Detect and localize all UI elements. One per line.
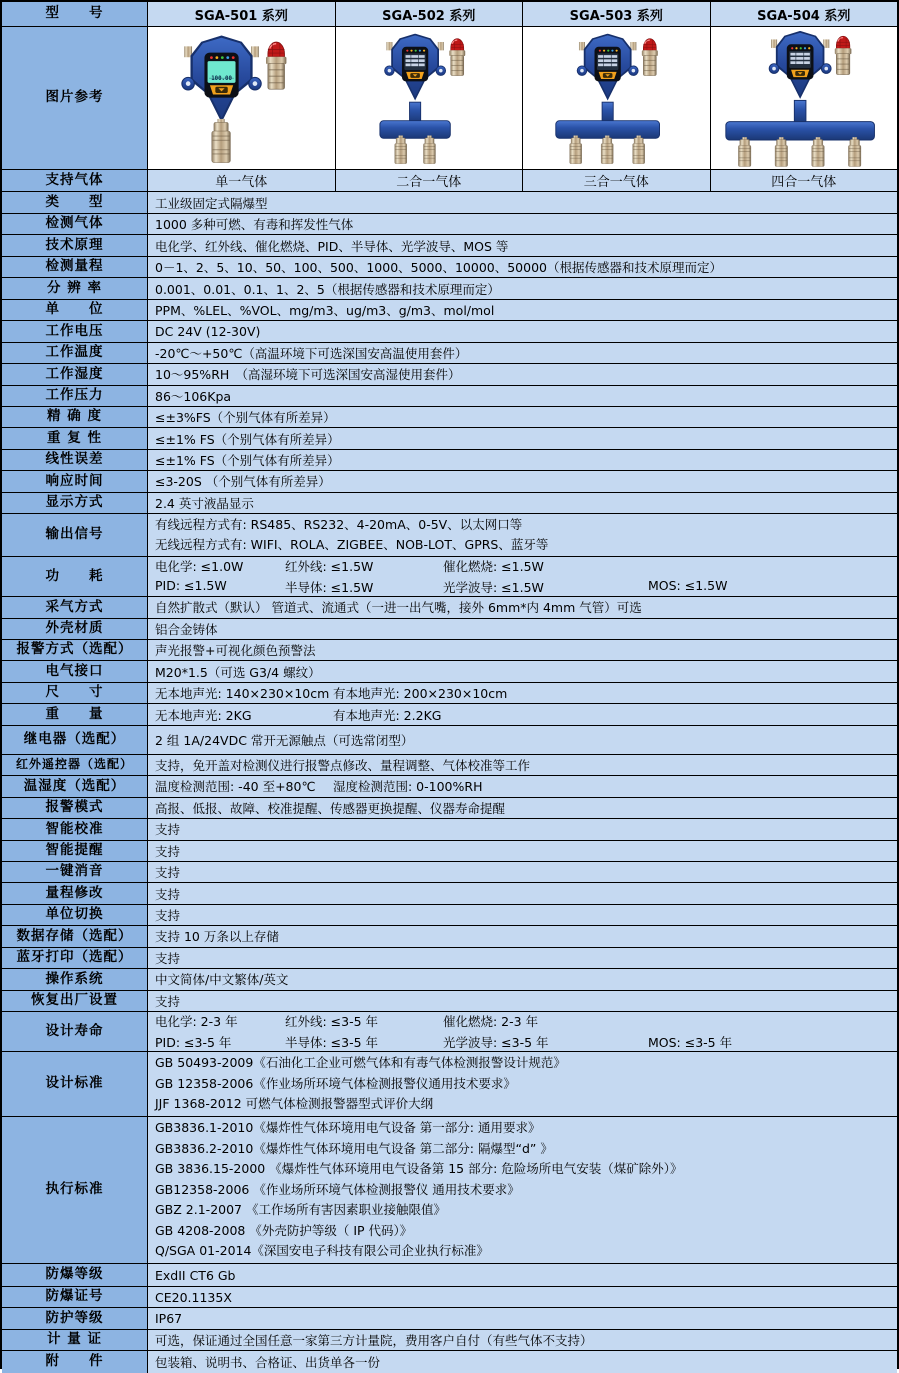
row-label: 执行标准	[2, 1117, 148, 1263]
header-label: 型 号	[2, 2, 148, 26]
row-label: 检测气体	[2, 214, 148, 234]
row-value: 电化学、红外线、催化燃烧、PID、半导体、光学波导、MOS 等	[148, 235, 897, 255]
spec-row-detect-gas	[2, 214, 897, 235]
spec-row-ip-rating	[2, 1308, 897, 1329]
row-value: 支持	[148, 905, 897, 925]
power-pid: PID: ≤1.5W	[155, 578, 227, 594]
spec-row-bt-print	[2, 948, 897, 969]
spec-row-ex-cert	[2, 1287, 897, 1308]
output-wired: 有线远程方式有: RS485、RS232、4-20mA、0-5V、以太网口等	[155, 516, 523, 532]
row-label: 单位切换	[2, 905, 148, 925]
life-catalytic: 催化燃烧: 2-3 年	[443, 1014, 539, 1029]
exec-std-4: GB12358-2006 《作业场所环境气体检测报警仪 通用技术要求》	[155, 1181, 520, 1197]
row-value: CE20.1135X	[148, 1287, 897, 1307]
spec-row-unit	[2, 300, 897, 321]
exec-std-1: GB3836.1-2010《爆炸性气体环境用电气设备 第一部分: 通用要求》	[155, 1120, 541, 1136]
spec-row-unit-switch	[2, 905, 897, 926]
spec-row-range-modify	[2, 883, 897, 904]
row-label: 蓝牙打印（选配）	[2, 948, 148, 968]
row-value: 中文简体/中文繁体/英文	[148, 969, 897, 989]
row-label: 设计标准	[2, 1052, 148, 1116]
model-header-sga501: SGA-501 系列	[148, 2, 336, 26]
spec-row-accuracy	[2, 407, 897, 428]
product-image-sga503	[528, 29, 704, 167]
gas-type-sga504: 四合一气体	[711, 170, 898, 191]
life-mos: MOS: ≤3-5 年	[648, 1035, 733, 1050]
temp-detect-range: 温度检测范围: -40 至+80℃	[155, 779, 316, 795]
spec-row-smart-remind	[2, 841, 897, 862]
size-no-sounder: 无本地声光: 140×230×10cm	[155, 686, 330, 702]
row-value: 0－1、2、5、10、50、100、500、1000、5000、10000、50000（根据传感器和技术原理而定）	[148, 257, 897, 277]
row-value: 支持 10 万条以上存储	[148, 926, 897, 946]
spec-row-storage	[2, 926, 897, 947]
spec-row-work-humidity	[2, 364, 897, 385]
product-image-cell-sga503	[523, 27, 711, 169]
row-label: 尺 寸	[2, 683, 148, 703]
life-infrared: 红外线: ≤3-5 年	[285, 1014, 379, 1029]
output-wireless: 无线远程方式有: WIFI、ROLA、ZIGBEE、NOB-LOT、GPRS、蓝牙等	[155, 537, 549, 553]
product-image-sga502	[341, 29, 517, 167]
row-label: 显示方式	[2, 493, 148, 513]
supported-gas-label: 支持气体	[2, 170, 148, 191]
row-value: 高报、低报、故障、校准提醒、传感器更换提醒、仪器寿命提醒	[148, 798, 897, 818]
spec-row-factory-reset	[2, 991, 897, 1012]
model-header-sga504: SGA-504 系列	[711, 2, 898, 26]
row-label: 采气方式	[2, 597, 148, 617]
power-infrared: 红外线: ≤1.5W	[285, 559, 374, 575]
spec-row-range	[2, 257, 897, 278]
spec-row-relay	[2, 726, 897, 755]
row-value: 铝合金铸体	[148, 619, 897, 639]
row-label: 单 位	[2, 300, 148, 320]
row-label: 计 量 证	[2, 1330, 148, 1350]
row-value: 支持	[148, 819, 897, 839]
spec-row-alarm-opt	[2, 640, 897, 661]
spec-row-voltage	[2, 321, 897, 342]
exec-std-3: GB 3836.15-2000 《爆炸性气体环境用电气设备第 15 部分: 危险场所电气安装（煤矿除外）》	[155, 1161, 683, 1177]
weight-with-sounder: 有本地声光: 2.2KG	[333, 707, 442, 723]
model-header-sga502: SGA-502 系列	[336, 2, 524, 26]
row-value: ExdII CT6 Gb	[148, 1264, 897, 1286]
spec-row-display	[2, 493, 897, 514]
spec-row-principle	[2, 235, 897, 256]
row-label: 温湿度（选配）	[2, 776, 148, 796]
row-value: 包装箱、说明书、合格证、出货单各一份	[148, 1351, 897, 1372]
spec-row-sampling	[2, 597, 897, 618]
exec-std-5: GBZ 2.1-2007 《工作场所有害因素职业接触限值》	[155, 1202, 446, 1218]
exec-std-6: GB 4208-2008 《外壳防护等级（ IP 代码）》	[155, 1222, 413, 1238]
product-image-sga504	[712, 29, 896, 167]
row-value: 工业级固定式隔爆型	[148, 192, 897, 213]
spec-row-lifespan	[2, 1012, 897, 1052]
row-label: 工作温度	[2, 343, 148, 363]
row-value: DC 24V (12-30V)	[148, 321, 897, 341]
product-image-cell-sga501	[148, 27, 336, 169]
life-electrochemical: 电化学: 2-3 年	[155, 1014, 238, 1029]
row-value: IP67	[148, 1308, 897, 1328]
row-value: ≤±1% FS（个别气体有所差异）	[148, 450, 897, 470]
row-label: 重 量	[2, 704, 148, 724]
model-header-sga503: SGA-503 系列	[523, 2, 711, 26]
spec-row-repeatability	[2, 428, 897, 449]
row-label: 附 件	[2, 1351, 148, 1372]
row-value: PPM、%LEL、%VOL、mg/m3、ug/m3、g/m3、mol/mol	[148, 300, 897, 320]
row-label: 操作系统	[2, 969, 148, 989]
spec-row-power	[2, 557, 897, 597]
row-value: 支持，免开盖对检测仪进行报警点修改、量程调整、气体校准等工作	[148, 755, 897, 775]
row-label: 防爆等级	[2, 1264, 148, 1286]
spec-row-alarm-modes	[2, 798, 897, 819]
spec-row-linearity	[2, 450, 897, 471]
row-value: 自然扩散式（默认） 管道式、流通式（一进一出气嘴，接外 6mm*内 4mm 气管）可选	[148, 597, 897, 617]
image-row-label: 图片参考	[2, 27, 148, 169]
row-label: 数据存储（选配）	[2, 926, 148, 946]
spec-row-pressure	[2, 386, 897, 407]
spec-row-type	[2, 192, 897, 214]
row-value: 0.001、0.01、0.1、1、2、5（根据传感器和技术原理而定）	[148, 278, 897, 298]
spec-row-elec-port	[2, 661, 897, 682]
row-label: 工作湿度	[2, 364, 148, 384]
row-label: 电气接口	[2, 661, 148, 681]
design-std-1: GB 50493-2009《石油化工企业可燃气体和有毒气体检测报警设计规范》	[155, 1055, 566, 1071]
row-label: 智能提醒	[2, 841, 148, 861]
humidity-detect-range: 湿度检测范围: 0-100%RH	[333, 779, 483, 795]
product-image-cell-sga502	[336, 27, 524, 169]
row-value: 2.4 英寸液晶显示	[148, 493, 897, 513]
header-row	[2, 2, 897, 27]
product-image-cell-sga504	[711, 27, 898, 169]
spec-row-work-temp	[2, 343, 897, 364]
row-label: 报警模式	[2, 798, 148, 818]
life-semiconductor: 半导体: ≤3-5 年	[285, 1035, 379, 1050]
row-label: 设计寿命	[2, 1012, 148, 1051]
power-electrochemical: 电化学: ≤1.0W	[155, 559, 244, 575]
row-label: 工作压力	[2, 386, 148, 406]
supported-gas-row	[2, 170, 897, 192]
exec-std-7: Q/SGA 01-2014《深国安电子科技有限公司企业执行标准》	[155, 1243, 489, 1259]
spec-row-os	[2, 969, 897, 990]
spec-row-one-key-mute	[2, 862, 897, 883]
gas-type-sga503: 三合一气体	[523, 170, 711, 191]
gas-type-sga502: 二合一气体	[336, 170, 524, 191]
life-pid: PID: ≤3-5 年	[155, 1035, 232, 1050]
design-std-2: GB 12358-2006《作业场所环境气体检测报警仪通用技术要求》	[155, 1075, 516, 1091]
row-value: 86～106Kpa	[148, 386, 897, 406]
row-label: 工作电压	[2, 321, 148, 341]
power-optical: 光学波导: ≤1.5W	[443, 580, 544, 596]
spec-row-design-std	[2, 1052, 897, 1117]
row-label: 量程修改	[2, 883, 148, 903]
spec-row-metering-cert	[2, 1330, 897, 1351]
life-optical: 光学波导: ≤3-5 年	[443, 1035, 549, 1050]
row-value: 支持	[148, 862, 897, 882]
spec-row-weight	[2, 704, 897, 725]
row-label: 一键消音	[2, 862, 148, 882]
row-value: 支持	[148, 883, 897, 903]
spec-row-output	[2, 514, 897, 557]
row-label: 恢复出厂设置	[2, 991, 148, 1011]
row-label: 防爆证号	[2, 1287, 148, 1307]
row-label: 响应时间	[2, 471, 148, 491]
spec-row-smart-cal	[2, 819, 897, 840]
row-label: 类 型	[2, 192, 148, 213]
row-value: 2 组 1A/24VDC 常开无源触点（可选常闭型）	[148, 726, 897, 754]
power-semiconductor: 半导体: ≤1.5W	[285, 580, 374, 596]
spec-row-housing	[2, 619, 897, 640]
product-image-sga501	[153, 29, 329, 167]
row-value: ≤±1% FS（个别气体有所差异）	[148, 428, 897, 448]
row-value: 声光报警+可视化颜色预警法	[148, 640, 897, 660]
spec-row-size	[2, 683, 897, 704]
row-value: 支持	[148, 991, 897, 1011]
size-with-sounder: 有本地声光: 200×230×10cm	[333, 686, 508, 702]
row-value: 10～95%RH （高湿环境下可选深国安高湿使用套件）	[148, 364, 897, 384]
row-label: 精 确 度	[2, 407, 148, 427]
row-label: 线性误差	[2, 450, 148, 470]
row-label: 分 辨 率	[2, 278, 148, 298]
lcd-reading: 100.00	[211, 75, 233, 82]
spec-row-response	[2, 471, 897, 492]
row-label: 输出信号	[2, 514, 148, 556]
exec-std-2: GB3836.2-2010《爆炸性气体环境用电气设备 第二部分: 隔爆型“d” 》	[155, 1140, 553, 1156]
design-std-3: JJF 1368-2012 可燃气体检测报警器型式评价大纲	[155, 1096, 434, 1112]
gas-type-sga501: 单一气体	[148, 170, 336, 191]
row-value: 1000 多种可燃、有毒和挥发性气体	[148, 214, 897, 234]
row-value: ≤3-20S （个别气体有所差异）	[148, 471, 897, 491]
row-value: 可选，保证通过全国任意一家第三方计量院，费用客户自付（有些气体不支持）	[148, 1330, 897, 1350]
row-label: 技术原理	[2, 235, 148, 255]
row-value: -20℃～+50℃（高温环境下可选深国安高温使用套件）	[148, 343, 897, 363]
row-label: 重 复 性	[2, 428, 148, 448]
row-label: 红外遥控器（选配）	[2, 755, 148, 775]
row-label: 检测量程	[2, 257, 148, 277]
row-label: 继电器（选配）	[2, 726, 148, 754]
spec-row-exec-std	[2, 1117, 897, 1264]
power-mos: MOS: ≤1.5W	[648, 578, 728, 594]
row-value: 支持	[148, 948, 897, 968]
image-row	[2, 27, 897, 170]
row-label: 智能校准	[2, 819, 148, 839]
row-label: 功 耗	[2, 557, 148, 596]
spec-row-resolution	[2, 278, 897, 299]
spec-row-temp-hum-opt	[2, 776, 897, 797]
row-value: ≤±3%FS（个别气体有所差异）	[148, 407, 897, 427]
power-catalytic: 催化燃烧: ≤1.5W	[443, 559, 544, 575]
row-value: 支持	[148, 841, 897, 861]
row-value: M20*1.5（可选 G3/4 螺纹）	[148, 661, 897, 681]
spec-row-ir-remote	[2, 755, 897, 776]
weight-no-sounder: 无本地声光: 2KG	[155, 707, 252, 723]
row-label: 外壳材质	[2, 619, 148, 639]
spec-row-ex-class	[2, 1264, 897, 1287]
row-label: 防护等级	[2, 1308, 148, 1328]
row-label: 报警方式（选配）	[2, 640, 148, 660]
spec-row-accessories	[2, 1351, 897, 1372]
